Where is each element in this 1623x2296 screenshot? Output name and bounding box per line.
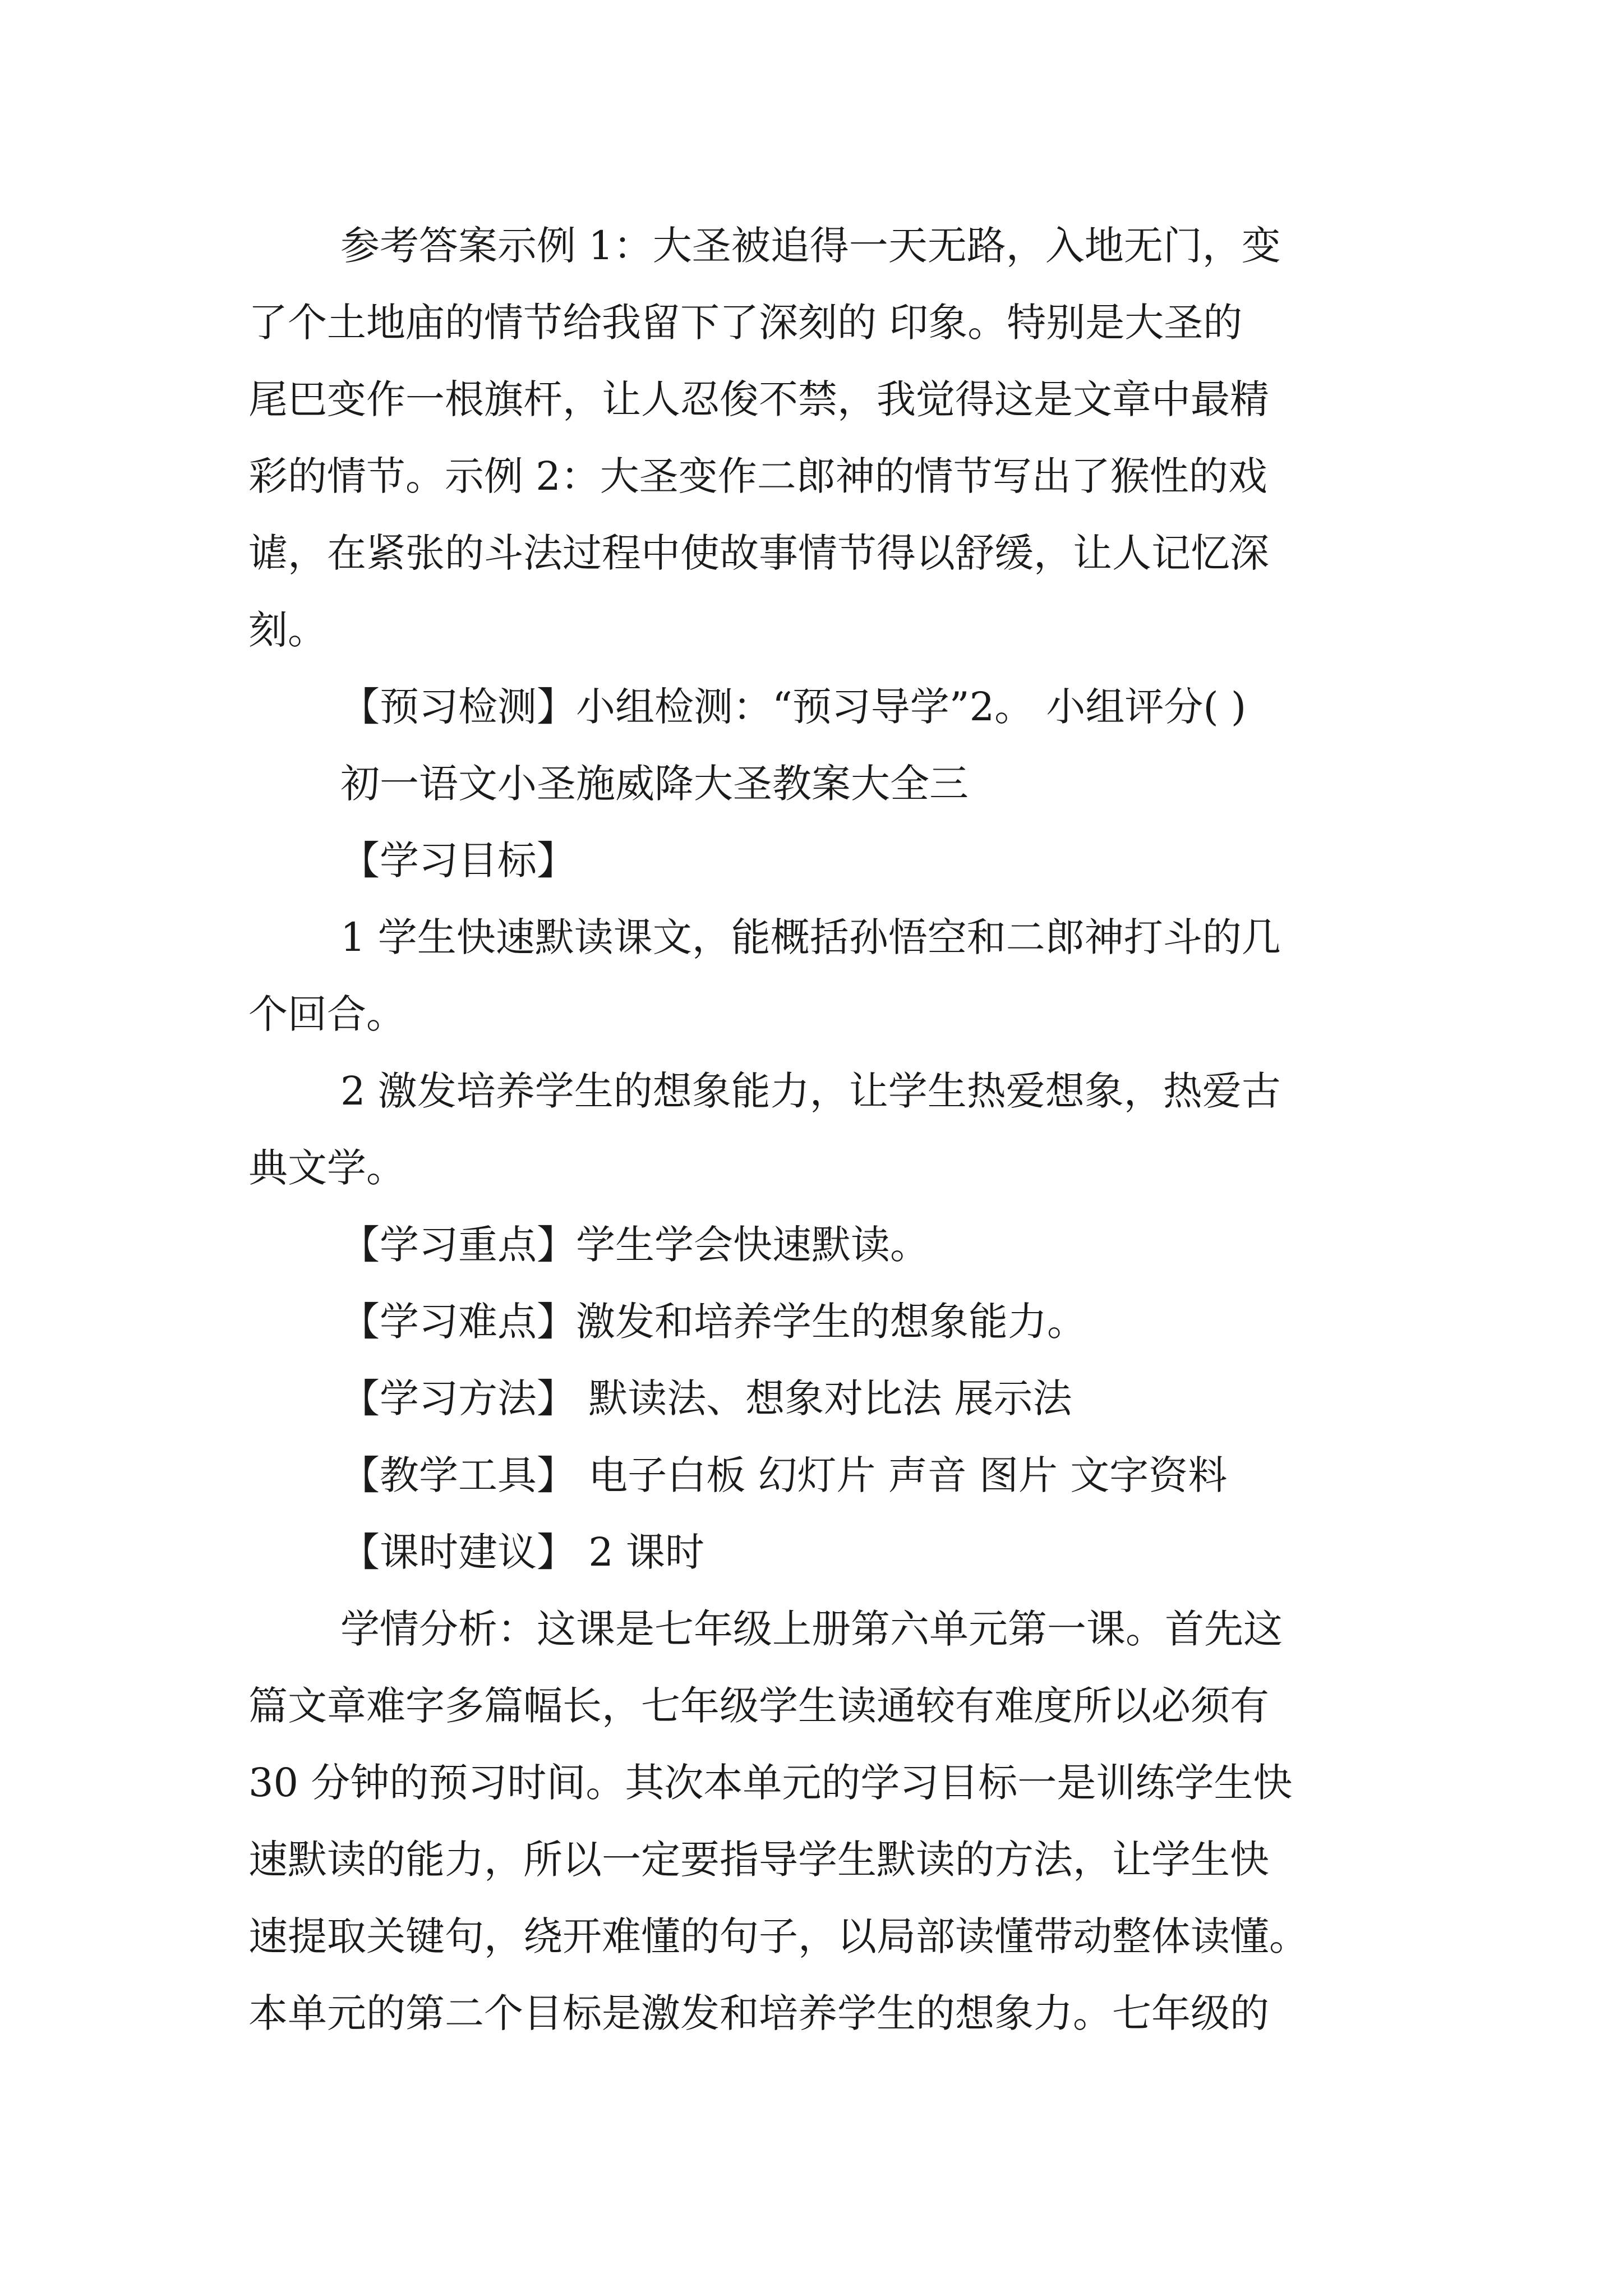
goal-item-2-cont: 典文学。: [248, 1145, 405, 1191]
paragraph-line: 刻。: [248, 607, 327, 653]
goal-item-1: 1 学生快速默读课文，能概括孙悟空和二郎神打斗的几: [340, 914, 1281, 960]
section-title: 初一语文小圣施威降大圣教案大全三: [340, 761, 969, 807]
method-line: 【学习方法】 默读法、想象对比法 展示法: [340, 1375, 1072, 1421]
analysis-line: 30 分钟的预习时间。其次本单元的学习目标一是训练学生快: [248, 1760, 1293, 1806]
analysis-line: 本单元的第二个目标是激发和培养学生的想象力。七年级的: [248, 1990, 1269, 2036]
analysis-line: 篇文章难字多篇幅长，七年级学生读通较有难度所以必须有: [248, 1683, 1269, 1729]
paragraph-line: 谑，在紧张的斗法过程中使故事情节得以舒缓，让人记忆深: [248, 530, 1269, 576]
analysis-line: 速默读的能力，所以一定要指导学生默读的方法，让学生快: [248, 1837, 1269, 1883]
difficulty-line: 【学习难点】激发和培养学生的想象能力。: [340, 1299, 1086, 1345]
paragraph-line: 参考答案示例 1：大圣被追得一天无路，入地无门，变: [340, 223, 1281, 269]
tools-line: 【教学工具】 电子白板 幻灯片 声音 图片 文字资料: [340, 1452, 1228, 1498]
goal-item-2: 2 激发培养学生的想象能力，让学生热爱想象，热爱古: [340, 1068, 1281, 1114]
paragraph-line: 了个土地庙的情节给我留下了深刻的 印象。特别是大圣的: [248, 300, 1243, 346]
preview-check-line: 【预习检测】小组检测：“预习导学”2。 小组评分( ): [340, 684, 1247, 730]
key-point-line: 【学习重点】学生学会快速默读。: [340, 1222, 929, 1268]
learning-goals-heading: 【学习目标】: [340, 838, 576, 884]
document-body: [248, 208, 1384, 2052]
goal-item-1-cont: 个回合。: [248, 991, 405, 1037]
analysis-line: 学情分析：这课是七年级上册第六单元第一课。首先这: [340, 1606, 1283, 1652]
paragraph-line: 尾巴变作一根旗杆，让人忍俊不禁，我觉得这是文章中最精: [248, 376, 1269, 422]
paragraph-line: 彩的情节。示例 2：大圣变作二郎神的情节写出了猴性的戏: [248, 453, 1267, 499]
analysis-line: 速提取关键句，绕开难懂的句子，以局部读懂带动整体读懂。: [248, 1913, 1308, 1959]
class-hours-line: 【课时建议】 2 课时: [340, 1529, 705, 1575]
